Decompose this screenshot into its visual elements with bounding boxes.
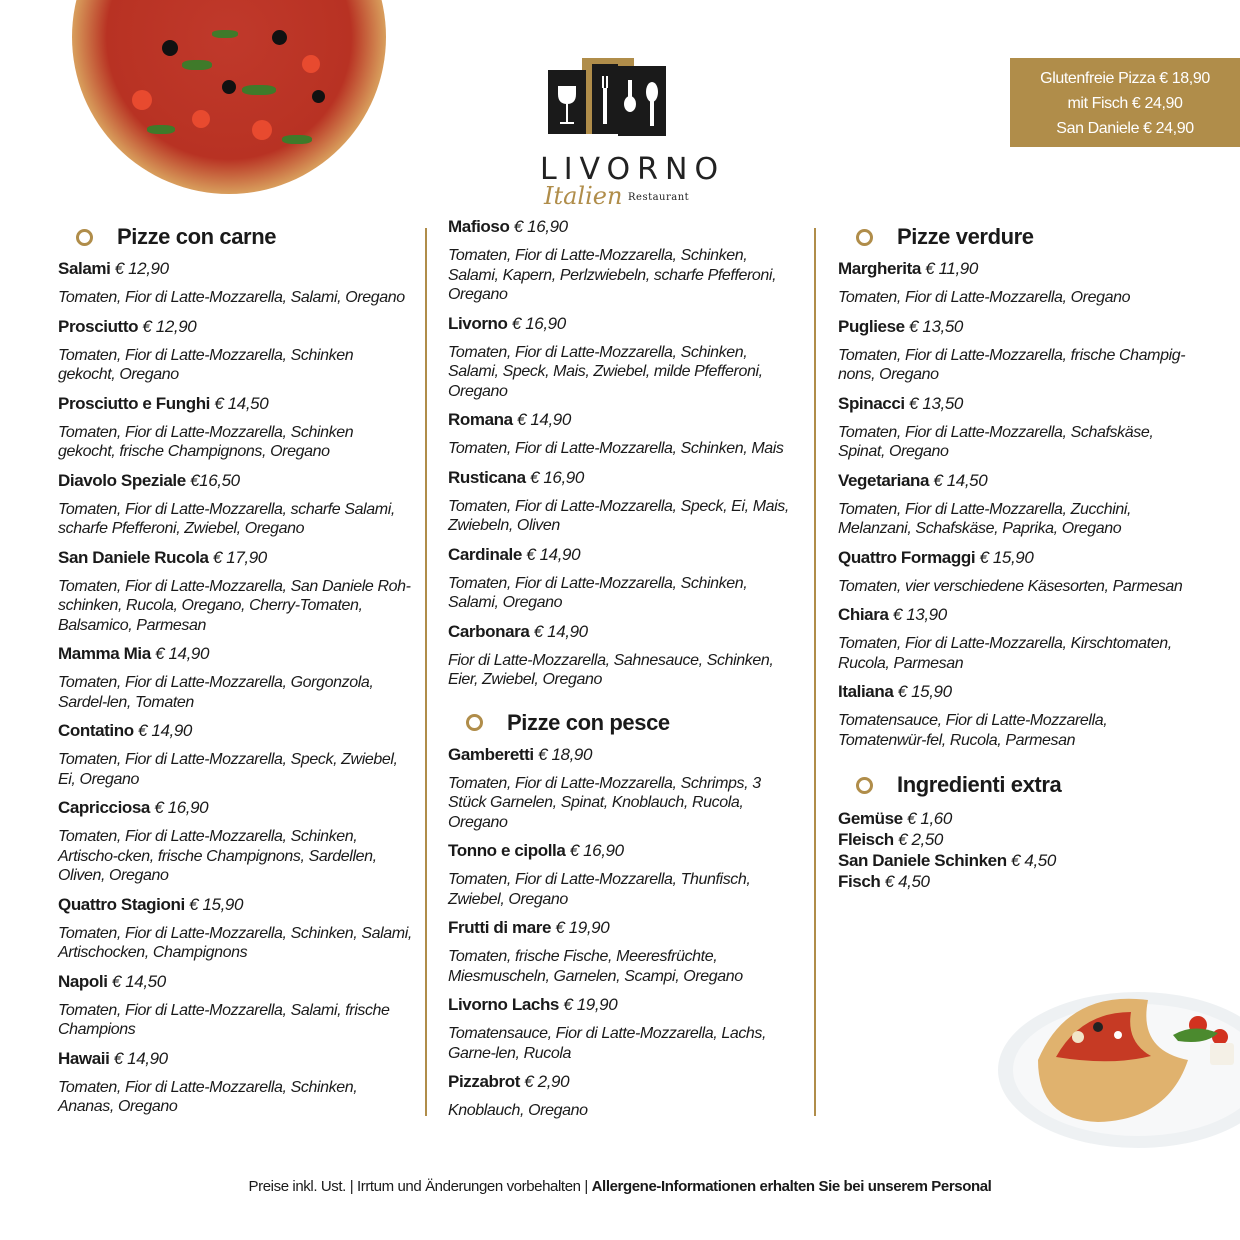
menu-item <box>448 917 800 986</box>
footer-allergen-text: Allergene-Informationen erhalten Sie bei unserem Personal <box>591 1178 992 1195</box>
extras-list <box>838 808 1194 892</box>
menu-item-name: Pugliese <box>838 316 905 336</box>
menu-item <box>448 840 800 909</box>
menu-item-name: Contatino <box>58 721 134 740</box>
menu-item-heading <box>448 840 800 862</box>
menu-item-heading <box>58 470 414 492</box>
menu-item-heading <box>58 894 414 916</box>
menu-item-heading <box>58 720 414 742</box>
column-divider-left <box>425 228 427 1116</box>
menu-item <box>58 894 414 963</box>
menu-item-price: € 16,90 <box>513 217 568 236</box>
menu-item-description: Tomaten, Fior di Latte-Mozzarella, Schinken gekocht, Oregano <box>58 346 354 383</box>
menu-item-price: €16,50 <box>190 470 240 490</box>
menu-item-description: Tomaten, Fior di Latte-Mozzarella, Schinken, Ananas, Oregano <box>58 1078 358 1115</box>
menu-item-price: € 14,90 <box>517 410 571 429</box>
menu-item-name: Vegetariana <box>838 470 930 490</box>
logo-caps: Restaurant <box>628 192 690 203</box>
menu-item-name: Quattro Stagioni <box>58 894 185 914</box>
menu-item <box>838 604 1194 673</box>
menu-item-description: Tomaten, Fior di Latte-Mozzarella, frische Champig-nons, Oregano <box>838 346 1186 383</box>
menu-item-heading <box>448 744 800 766</box>
menu-item-heading <box>58 547 414 569</box>
extra-item: Fisch € 4,50 <box>838 872 930 891</box>
extra-item: San Daniele Schinken € 4,50 <box>838 851 1056 870</box>
menu-item <box>448 621 800 690</box>
menu-item-description: Tomaten, Fior di Latte-Mozzarella, Speck, Ei, Mais, Zwiebeln, Oliven <box>448 497 789 534</box>
pizza-photo-top <box>72 0 386 194</box>
info-line-3: San Daniele € 24,90 <box>1056 120 1194 137</box>
menu-item-heading <box>58 797 414 819</box>
menu-item-name: Napoli <box>58 971 108 991</box>
menu-item-description: Tomaten, Fior di Latte-Mozzarella, Schinken, Artischo-cken, frische Champignons, Sardellen, Oliven, Oregano <box>58 828 377 884</box>
menu-item-price: € 13,50 <box>909 393 963 413</box>
restaurant-logo <box>540 56 726 211</box>
menu-item <box>838 316 1194 385</box>
menu-item-description: Tomaten, Fior di Latte-Mozzarella, Zucchini, Melanzani, Schafskäse, Paprika, Oregano <box>838 500 1132 537</box>
menu-item-name: Carbonara <box>448 621 530 641</box>
menu-item <box>58 797 414 886</box>
menu-item-heading <box>838 470 1194 492</box>
menu-item-price: € 18,90 <box>538 744 592 764</box>
menu-item-heading <box>448 994 800 1016</box>
menu-item-name: Mamma Mia <box>58 644 151 663</box>
menu-item-price: € 14,50 <box>933 470 988 490</box>
menu-item-heading <box>838 547 1194 569</box>
menu-item-name: Italiana <box>838 682 894 701</box>
circle-bullet-icon <box>76 229 93 246</box>
menu-item-description: Tomaten, Fior di Latte-Mozzarella, Schinken, Salami, Artischocken, Champignons <box>58 924 412 961</box>
menu-item-price: € 16,90 <box>529 467 584 487</box>
menu-item-heading <box>838 681 1194 703</box>
info-line-2: mit Fisch € 24,90 <box>1067 95 1183 112</box>
menu-item-price: € 13,50 <box>909 316 963 336</box>
menu-item-name: Livorno Lachs <box>448 995 559 1014</box>
section-header-verdure <box>856 222 1194 252</box>
menu-item-heading <box>448 467 800 489</box>
menu-item-heading <box>58 1048 414 1070</box>
menu-item-name: Frutti di mare <box>448 918 552 937</box>
menu-item-heading <box>448 1071 800 1093</box>
menu-item <box>448 994 800 1063</box>
menu-item-name: Salami <box>58 259 111 278</box>
menu-item-price: € 14,90 <box>526 544 581 564</box>
menu-item-name: Prosciutto <box>58 316 139 336</box>
section-header-pesce <box>466 708 800 738</box>
logo-script: Italien <box>544 182 623 210</box>
menu-item-description: Tomaten, frische Fische, Meeresfrüchte, Miesmuscheln, Garnelen, Scampi, Oregano <box>448 948 743 985</box>
menu-item-name: Livorno <box>448 313 508 333</box>
menu-item-price: € 14,50 <box>214 393 269 413</box>
menu-item-price: € 15,90 <box>897 682 952 701</box>
column-meat-pizzas <box>58 220 414 1125</box>
menu-item-price: € 14,90 <box>138 721 192 740</box>
menu-item <box>448 409 800 459</box>
circle-bullet-icon <box>856 777 873 794</box>
menu-item <box>838 258 1194 308</box>
menu-item-description: Tomaten, Fior di Latte-Mozzarella, Thunfisch, Zwiebel, Oregano <box>448 871 751 908</box>
menu-item-description: Tomaten, Fior di Latte-Mozzarella, Kirschtomaten, Rucola, Parmesan <box>838 635 1172 672</box>
menu-item <box>448 544 800 613</box>
menu-item-heading <box>448 313 800 335</box>
menu-item-heading <box>838 604 1194 626</box>
menu-item <box>838 547 1194 597</box>
menu-item-price: € 14,50 <box>111 971 166 991</box>
menu-item-description: Tomaten, Fior di Latte-Mozzarella, San Daniele Roh-schinken, Rucola, Oregano, Cherry-Tomaten, Balsamico, Parmesan <box>58 577 411 634</box>
section-header-extra <box>856 770 1194 800</box>
menu-item-price: € 14,90 <box>533 621 588 641</box>
menu-item-price: € 14,90 <box>113 1048 168 1068</box>
menu-item-description: Tomaten, Fior di Latte-Mozzarella, Schinken, Salami, Speck, Mais, Zwiebel, milde Pfefferoni, Oregano <box>448 343 763 400</box>
menu-item-name: Rusticana <box>448 467 526 487</box>
menu-item <box>838 681 1194 750</box>
menu-item <box>58 316 414 385</box>
menu-item-price: € 19,90 <box>563 995 618 1014</box>
menu-item-description: Tomaten, Fior di Latte-Mozzarella, Gorgonzola, Sardel-len, Tomaten <box>58 674 374 711</box>
menu-list-carne-2 <box>448 216 800 690</box>
menu-item <box>448 467 800 536</box>
menu-item-price: € 14,90 <box>155 644 210 663</box>
menu-item-description: Tomaten, Fior di Latte-Mozzarella, scharfe Salami, scharfe Pfefferoni, Zwiebel, Oregano <box>58 500 395 537</box>
menu-item-description: Tomatensauce, Fior di Latte-Mozzarella, Lachs, Garne-len, Rucola <box>448 1025 767 1062</box>
menu-item-heading <box>838 393 1194 415</box>
menu-item <box>58 547 414 636</box>
menu-list-carne <box>58 258 414 1117</box>
menu-item <box>58 258 414 308</box>
menu-item-heading <box>448 409 800 431</box>
menu-item <box>58 1048 414 1117</box>
menu-item-name: Chiara <box>838 605 889 624</box>
menu-item-description: Tomaten, Fior di Latte-Mozzarella, Oregano <box>838 289 1131 306</box>
menu-item-name: Gamberetti <box>448 744 534 764</box>
menu-item-name: Quattro Formaggi <box>838 547 976 567</box>
menu-item-price: € 15,90 <box>979 547 1034 567</box>
menu-item-price: € 16,90 <box>569 841 624 860</box>
menu-item-heading <box>58 643 414 665</box>
menu-item-description: Tomaten, Fior di Latte-Mozzarella, Speck, Zwiebel, Ei, Oregano <box>58 751 398 788</box>
menu-item-name: Mafioso <box>448 217 510 236</box>
menu-item-name: Margherita <box>838 259 921 278</box>
menu-item <box>58 393 414 462</box>
calzone-photo <box>998 965 1240 1155</box>
menu-item-description: Tomaten, Fior di Latte-Mozzarella, Schinken, Salami, Oregano <box>448 574 748 611</box>
menu-item-price: € 19,90 <box>555 918 610 937</box>
menu-item-heading <box>838 316 1194 338</box>
menu-item-name: San Daniele Rucola <box>58 547 209 567</box>
menu-item-heading <box>58 258 414 280</box>
menu-item <box>838 470 1194 539</box>
menu-list-pesce <box>448 744 800 1121</box>
menu-item-name: Spinacci <box>838 393 905 413</box>
menu-item-heading <box>58 393 414 415</box>
menu-item-description: Tomaten, Fior di Latte-Mozzarella, Salami, Oregano <box>58 289 405 306</box>
menu-list-verdure <box>838 258 1194 750</box>
logo-wordmark: LIVORNO <box>540 152 726 187</box>
menu-item-description: Tomatensauce, Fior di Latte-Mozzarella, Tomatenwür-fel, Rucola, Parmesan <box>838 712 1108 749</box>
footer-note <box>0 1178 1240 1195</box>
column-divider-right <box>814 228 816 1116</box>
menu-item-heading <box>838 258 1194 280</box>
menu-item-description: Tomaten, Fior di Latte-Mozzarella, Schrimps, 3 Stück Garnelen, Spinat, Knoblauch, Rucola, Oregano <box>448 774 761 831</box>
circle-bullet-icon <box>856 229 873 246</box>
gluten-free-info-box <box>1010 58 1240 147</box>
menu-item <box>58 720 414 789</box>
section-title: Pizze con pesce <box>507 709 670 735</box>
menu-item-description: Fior di Latte-Mozzarella, Sahnesauce, Schinken, Eier, Zwiebel, Oregano <box>448 651 774 688</box>
menu-item <box>838 393 1194 462</box>
menu-item-price: € 15,90 <box>189 894 244 914</box>
menu-item-description: Knoblauch, Oregano <box>448 1102 588 1119</box>
menu-item-name: Prosciutto e Funghi <box>58 393 211 413</box>
extra-item: Gemüse € 1,60 <box>838 809 952 828</box>
cutlery-logo-icon <box>540 56 690 156</box>
menu-item <box>448 216 800 305</box>
menu-item-name: Tonno e cipolla <box>448 841 566 860</box>
menu-item-price: € 17,90 <box>212 547 267 567</box>
menu-item <box>448 744 800 833</box>
info-line-1: Glutenfreie Pizza € 18,90 <box>1040 70 1210 87</box>
section-title: Pizze con carne <box>117 224 277 249</box>
menu-item-price: € 2,90 <box>524 1072 570 1091</box>
menu-item-name: Cardinale <box>448 544 522 564</box>
menu-item-heading <box>448 917 800 939</box>
menu-item-heading <box>448 216 800 238</box>
menu-item <box>448 313 800 402</box>
menu-item-price: € 11,90 <box>925 259 978 278</box>
menu-item-name: Diavolo Speziale <box>58 470 186 490</box>
menu-item-name: Capricciosa <box>58 798 150 817</box>
menu-item <box>448 1071 800 1121</box>
menu-item-heading <box>58 971 414 993</box>
section-header-carne <box>76 222 414 252</box>
menu-item-price: € 13,90 <box>892 605 947 624</box>
menu-item-name: Hawaii <box>58 1048 110 1068</box>
menu-item <box>58 470 414 539</box>
menu-item-name: Romana <box>448 410 513 429</box>
menu-item-description: Tomaten, vier verschiedene Käsesorten, Parmesan <box>838 577 1183 595</box>
menu-item <box>58 971 414 1040</box>
menu-item-name: Pizzabrot <box>448 1072 520 1091</box>
menu-item-price: € 12,90 <box>142 316 197 336</box>
menu-item-description: Tomaten, Fior di Latte-Mozzarella, Schinken gekocht, frische Champignons, Oregano <box>58 423 354 460</box>
menu-item-heading <box>448 544 800 566</box>
section-title: Pizze verdure <box>897 224 1034 249</box>
menu-item-heading <box>448 621 800 643</box>
menu-item-description: Tomaten, Fior di Latte-Mozzarella, Salami, frische Champions <box>58 1001 390 1038</box>
menu-item-description: Tomaten, Fior di Latte-Mozzarella, Schafskäse, Spinat, Oregano <box>838 423 1154 460</box>
menu-item-price: € 16,90 <box>154 798 209 817</box>
menu-item <box>58 643 414 712</box>
menu-item-heading <box>58 316 414 338</box>
menu-item-description: Tomaten, Fior di Latte-Mozzarella, Schinken, Salami, Kapern, Perlzwiebeln, scharfe Pfefferoni, Oregano <box>448 247 777 303</box>
menu-item-price: € 16,90 <box>511 313 566 333</box>
footer-legal-text: Preise inkl. Ust. | Irrtum und Änderungen vorbehalten | <box>248 1178 592 1195</box>
section-title: Ingredienti extra <box>897 772 1062 797</box>
column-veg-pizzas <box>838 220 1194 892</box>
column-more-pizzas <box>448 217 800 1129</box>
extra-item: Fleisch € 2,50 <box>838 830 943 849</box>
menu-item-description: Tomaten, Fior di Latte-Mozzarella, Schinken, Mais <box>448 440 784 457</box>
circle-bullet-icon <box>466 714 483 731</box>
menu-item-price: € 12,90 <box>114 259 169 278</box>
